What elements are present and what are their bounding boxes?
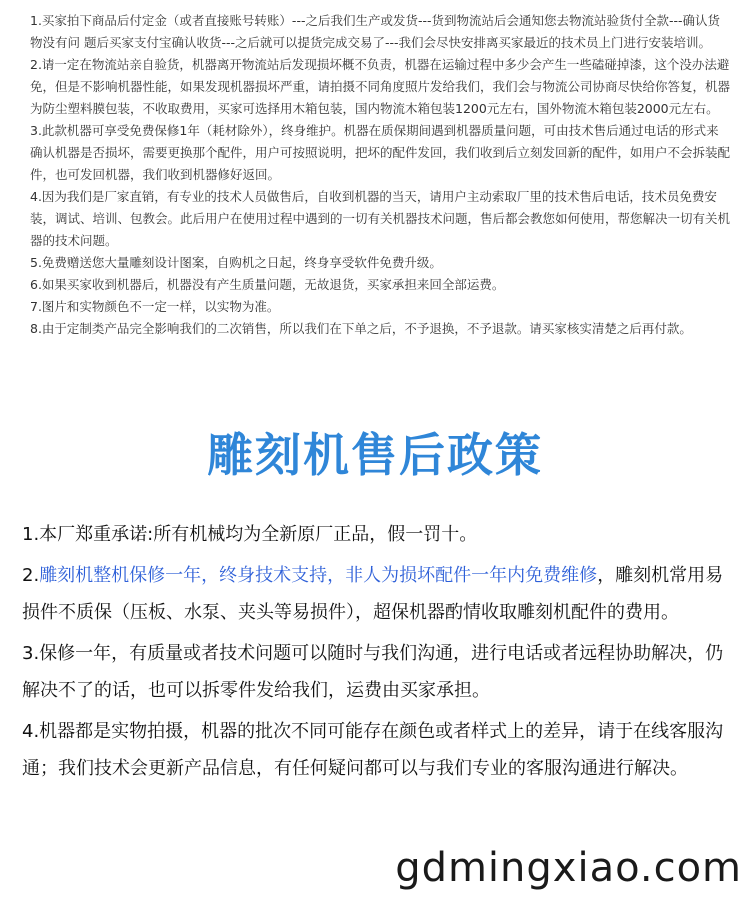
policy-item-2-number: 2.	[22, 565, 40, 586]
note-8: 8.由于定制类产品完全影响我们的二次销售，所以我们在下单之后，不予退换，不予退款。请买家核实清楚之后再付款。	[30, 321, 692, 336]
note-4: 4.因为我们是厂家直销，有专业的技术人员做售后，自收到机器的当天，请用户主动索取厂里的技术售后电话，技术员免费安装，调试、培训、包教会。此后用户在使用过程中遇到的一切有关机器技术问题，售后都会教您如何使用，帮您解决一切有关机器的技术问题。	[30, 189, 731, 248]
purchase-notes	[30, 10, 730, 340]
note-6: 6.如果买家收到机器后，机器没有产生质量问题，无故退货，买家承担来回全部运费。	[30, 277, 505, 292]
note-7: 7.图片和实物颜色不一定一样，以实物为准。	[30, 299, 280, 314]
policy-item-1: 1.本厂郑重承诺:所有机械均为全新原厂正品，假一罚十。	[22, 524, 478, 545]
policy-item-2	[22, 557, 734, 631]
policy-title: 雕刻机售后政策	[207, 428, 543, 482]
policy-item-4: 4.机器都是实物拍摄，机器的批次不同可能存在颜色或者样式上的差异，请于在线客服沟通；我们技术会更新产品信息，有任何疑问都可以与我们专业的客服沟通进行解决。	[22, 721, 724, 779]
note-2: 2.请一定在物流站亲自验货，机器离开物流站后发现损坏概不负责，机器在运输过程中多少会产生一些磕碰掉漆，这个没办法避免，但是不影响机器性能，如果发现机器损坏严重，请拍摄不同角度照片发给我们，我们会与物流公司协商尽快给你答复，机器为防尘塑料膜包装，不收取费用，买家可选择用木箱包装，国内物流木箱包装1200元左右，国外物流木箱包装2000元左右。	[30, 57, 731, 116]
note-3: 3.此款机器可享受免费保修1年（耗材除外），终身维护。机器在质保期间遇到机器质量问题，可由技术售后通过电话的形式来确认机器是否损坏，需要更换那个配件，用户可按照说明，把坏的配件发回，我们收到后立刻发回新的配件，如用户不会拆装配件，也可发回机器，我们收到机器修好返回。	[30, 123, 731, 182]
policy-item-3: 3.保修一年，有质量或者技术问题可以随时与我们沟通，进行电话或者远程协助解决，仍解决不了的话，也可以拆零件发给我们，运费由买家承担。	[22, 643, 724, 701]
policy-item-2-rest: ，雕刻机常用易损件不质保（压板、水泵、夹头等易损件），超保机器酌情收取雕刻机配件的费用。	[22, 565, 724, 623]
note-1: 1.买家拍下商品后付定金（或者直接账号转账）---之后我们生产或发货---货到物流站后会通知您去物流站验货付全款---确认货物没有问 题后买家支付宝确认收货---之后就可以提货完成交易了---我们会尽快安排离买家最近的技术员上门进行安装培训。	[30, 13, 721, 50]
watermark: gdmingxiao.com	[395, 845, 742, 891]
policy-item-2-highlight: 雕刻机整机保修一年，终身技术支持，非人为损坏配件一年内免费维修	[39, 565, 598, 586]
policy-list	[22, 516, 734, 791]
note-5: 5.免费赠送您大量雕刻设计图案，自购机之日起，终身享受软件免费升级。	[30, 255, 442, 270]
